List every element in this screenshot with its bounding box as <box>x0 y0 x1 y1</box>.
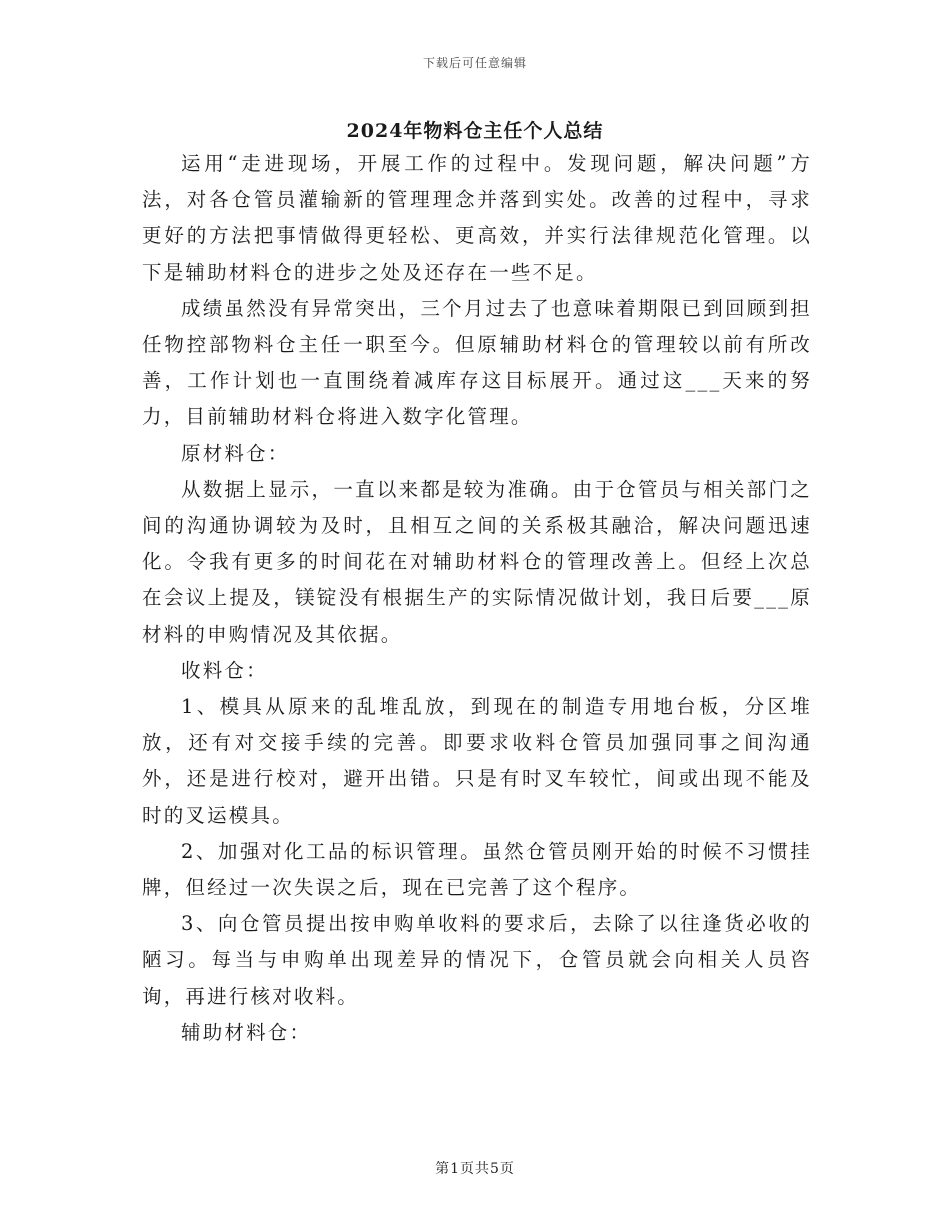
document-body <box>142 146 812 1051</box>
paragraph-receiving-item-1: 1、模具从原来的乱堆乱放，到现在的制造专用地台板，分区堆放，还有对交接手续的完善。即要求收料仓管员加强同事之间沟通外，还是进行校对，避开出错。只是有时叉车较忙，间或出现不能及时的叉运模具。 <box>142 695 812 827</box>
paragraph-raw-materials: 从数据上显示，一直以来都是较为准确。由于仓管员与相关部门之间的沟通协调较为及时，且相互之间的关系极其融洽，解决问题迅速化。令我有更多的时间花在对辅助材料仓的管理改善上。但经上次总在会议上提及，镁锭没有根据生产的实际情况做计划，我日后要___原材料的申购情况及其依据。 <box>142 477 812 646</box>
document-title: 2024年物料仓主任个人总结 <box>346 120 604 142</box>
paragraph-achievements: 成绩虽然没有异常突出，三个月过去了也意味着期限已到回顾到担任物控部物料仓主任一职至今。但原辅助材料仓的管理较以前有所改善，工作计划也一直围绕着减库存这目标展开。通过这___天来的努力，目前辅助材料仓将进入数字化管理。 <box>142 296 812 429</box>
page-number: 第1页共5页 <box>435 1161 515 1177</box>
section-heading-receiving: 收料仓： <box>181 658 268 682</box>
paragraph-receiving-item-2: 2、加强对化工品的标识管理。虽然仓管员刚开始的时候不习惯挂牌，但经过一次失误之后，现在已完善了这个程序。 <box>142 839 812 900</box>
section-heading-raw-materials: 原材料仓： <box>181 441 290 465</box>
header-note: 下载后可任意编辑 <box>422 56 527 70</box>
section-heading-auxiliary: 辅助材料仓： <box>181 1020 312 1044</box>
paragraph-receiving-item-3: 3、向仓管员提出按申购单收料的要求后，去除了以往逢货必收的陋习。每当与申购单出现差异的情况下，仓管员就会向相关人员咨询，再进行核对收料。 <box>142 912 812 1008</box>
paragraph-intro: 运用“走进现场，开展工作的过程中。发现问题，解决问题”方法，对各仓管员灌输新的管理理念并落到实处。改善的过程中，寻求更好的方法把事情做得更轻松、更高效，并实行法律规范化管理。以下是辅助材料仓的进步之处及还存在一些不足。 <box>142 152 812 284</box>
